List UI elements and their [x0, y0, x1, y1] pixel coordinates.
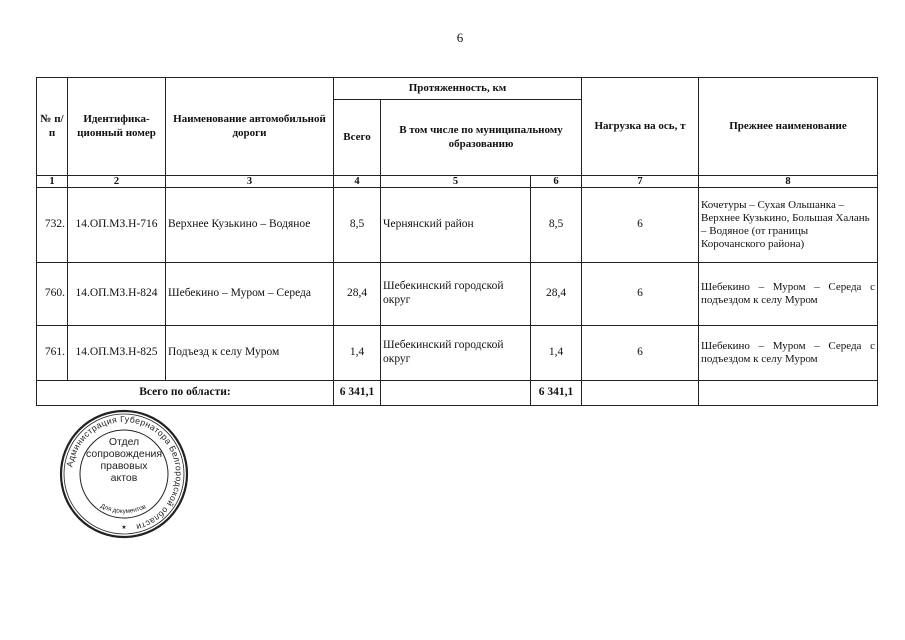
table-row — [37, 188, 878, 263]
row-axle-load: 6 — [582, 263, 699, 326]
total-row — [37, 381, 878, 406]
row-municipal-km: 8,5 — [531, 188, 582, 263]
table-row — [37, 263, 878, 326]
row-former-name: Кочетуры – Сухая Ольшанка – Верхнее Кузькино, Большая Халань – Водяное (от границы Корочанского района) — [699, 188, 878, 263]
row-former-name: Шебекино – Муром – Середа с подъездом к селу Муром — [699, 326, 878, 381]
row-total-km: 1,4 — [334, 326, 381, 381]
header-total: Всего — [334, 100, 381, 176]
total-label: Всего по области: — [37, 381, 334, 406]
row-former-name: Шебекино – Муром – Середа с подъездом к селу Муром — [699, 263, 878, 326]
stamp-ring-text: Администрация Губернатора Белгородской области — [64, 413, 185, 533]
row-axle-load: 6 — [582, 188, 699, 263]
row-municipality: Шебекинский городской округ — [381, 326, 531, 381]
header-row — [37, 78, 878, 100]
row-municipal-km: 28,4 — [531, 263, 582, 326]
table-row — [37, 326, 878, 381]
stamp-line: актов — [110, 472, 138, 484]
column-number: 2 — [68, 176, 166, 188]
header-former-name: Прежнее наименование — [699, 78, 878, 176]
row-num: 732. — [37, 188, 68, 263]
column-number: 8 — [699, 176, 878, 188]
total-load-empty — [582, 381, 699, 406]
row-municipality: Шебекинский городской округ — [381, 263, 531, 326]
stamp-center-text — [86, 436, 162, 484]
header-id: Идентифика-ционный номер — [68, 78, 166, 176]
row-num: 761. — [37, 326, 68, 381]
row-num: 760. — [37, 263, 68, 326]
roads-table — [36, 77, 878, 406]
page-number: 6 — [456, 30, 464, 45]
column-number: 4 — [334, 176, 381, 188]
header-length-group: Протяженность, км — [334, 78, 582, 100]
total-former-empty — [699, 381, 878, 406]
stamp-inner-arc-text: Для документов — [99, 502, 148, 516]
header-municipal: В том числе по муниципальному образованию — [381, 100, 582, 176]
stamp-line: правовых — [100, 460, 148, 472]
stamp-line: сопровождения — [86, 448, 163, 460]
column-number: 3 — [166, 176, 334, 188]
row-total-km: 8,5 — [334, 188, 381, 263]
row-municipal-km: 1,4 — [531, 326, 582, 381]
total-km: 6 341,1 — [334, 381, 381, 406]
header-load: Нагрузка на ось, т — [582, 78, 699, 176]
row-road-name: Подъезд к селу Муром — [166, 326, 334, 381]
total-municipal-km: 6 341,1 — [531, 381, 582, 406]
row-id: 14.ОП.МЗ.Н-716 — [68, 188, 166, 263]
column-numbers-row — [37, 176, 878, 188]
row-road-name: Верхнее Кузькино – Водяное — [166, 188, 334, 263]
row-total-km: 28,4 — [334, 263, 381, 326]
row-id: 14.ОП.МЗ.Н-824 — [68, 263, 166, 326]
row-municipality: Чернянский район — [381, 188, 531, 263]
header-num: № п/п — [37, 78, 68, 176]
column-number: 1 — [37, 176, 68, 188]
row-road-name: Шебекино – Муром – Середа — [166, 263, 334, 326]
column-number: 6 — [531, 176, 582, 188]
stamp-line: Отдел — [108, 436, 140, 448]
row-id: 14.ОП.МЗ.Н-825 — [68, 326, 166, 381]
row-axle-load: 6 — [582, 326, 699, 381]
star-icon: ★ — [121, 525, 127, 531]
column-number: 5 — [381, 176, 531, 188]
column-number: 7 — [582, 176, 699, 188]
total-municipality-empty — [381, 381, 531, 406]
header-name: Наименование автомобильной дороги — [166, 78, 334, 176]
